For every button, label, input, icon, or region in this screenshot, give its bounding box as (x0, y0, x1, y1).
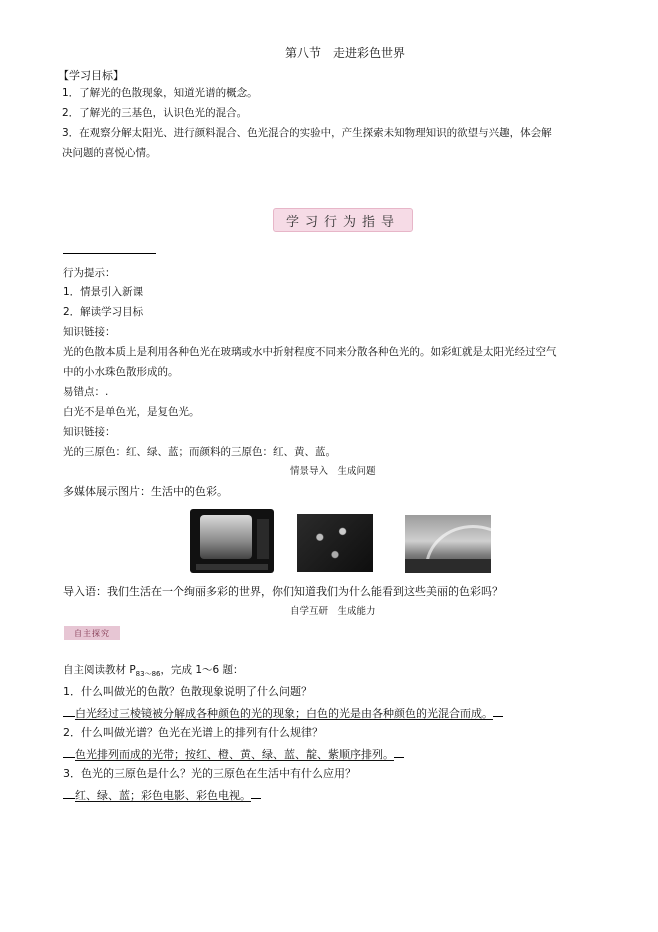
section-heading: 情景导入 生成问题 (290, 466, 376, 477)
objectives-label: 【学习目标】 (58, 69, 124, 82)
intro-text: 导入语：我们生活在一个绚丽多彩的世界，你们知道我们为什么能看到这些美丽的色彩吗？ (63, 585, 503, 598)
question: 2．什么叫做光谱？色光在光谱上的排列有什么规律？ (63, 726, 323, 739)
answer-text: 色光排列而成的光带；按红、橙、黄、绿、蓝、靛、紫顺序排列。 (75, 748, 394, 761)
knowledge-link-text: 中的小水珠色散形成的。 (63, 366, 179, 378)
knowledge-link-label: 知识链接： (63, 426, 116, 438)
self-study-stamp: 自主探究 (64, 626, 120, 640)
reading-task-suffix: ，完成 1～6 题： (160, 664, 244, 676)
answer-line (63, 705, 503, 721)
reading-task-pages: 83～86 (135, 670, 161, 679)
knowledge-link-label: 知识链接： (63, 326, 116, 338)
answer-line (63, 746, 404, 762)
question: 1．什么叫做光的色散？色散现象说明了什么问题？ (63, 685, 312, 698)
hint-item: 1．情景引入新课 (63, 286, 144, 298)
hint-item: 2．解读学习目标 (63, 306, 144, 318)
knowledge-link-text: 光的三原色：红、绿、蓝；而颜料的三原色：红、黄、蓝。 (63, 446, 336, 458)
error-label: 易错点：. (63, 386, 109, 398)
answer-text: 红、绿、蓝；彩色电影、彩色电视。 (75, 789, 251, 802)
divider (63, 253, 156, 254)
knowledge-link-text: 光的色散本质上是利用各种色光在玻璃或水中折射程度不同来分散各种色光的。如彩虹就是太阳光经过空气 (63, 346, 557, 358)
dots-image (297, 514, 373, 572)
page-title: 第八节 走进彩色世界 (285, 46, 406, 60)
media-text: 多媒体展示图片：生活中的色彩。 (63, 485, 228, 498)
answer-line (63, 787, 261, 803)
hint-label: 行为提示： (63, 267, 116, 279)
objective-item: 2．了解光的三基色，认识色光的混合。 (62, 107, 248, 119)
rainbow-image (405, 515, 491, 573)
answer-text: 白光经过三棱镜被分解成各种颜色的光的现象；白色的光是由各种颜色的光混合而成。 (75, 707, 493, 720)
section-heading: 自学互研 生成能力 (290, 606, 376, 617)
question: 3．色光的三原色是什么？光的三原色在生活中有什么应用？ (63, 767, 356, 780)
section-banner: 学习行为指导 (273, 208, 413, 232)
error-text: 白光不是单色光，是复色光。 (63, 406, 200, 418)
objective-item: 3．在观察分解太阳光、进行颜料混合、色光混合的实验中，产生探索未知物理知识的欲望与兴趣，体会解 (62, 127, 552, 139)
reading-task-prefix: 自主阅读教材 P (63, 664, 136, 676)
tv-image (190, 509, 274, 573)
objective-item: 1．了解光的色散现象，知道光谱的概念。 (62, 87, 258, 99)
reading-task (63, 662, 244, 679)
objective-item: 决问题的喜悦心情。 (62, 147, 157, 159)
